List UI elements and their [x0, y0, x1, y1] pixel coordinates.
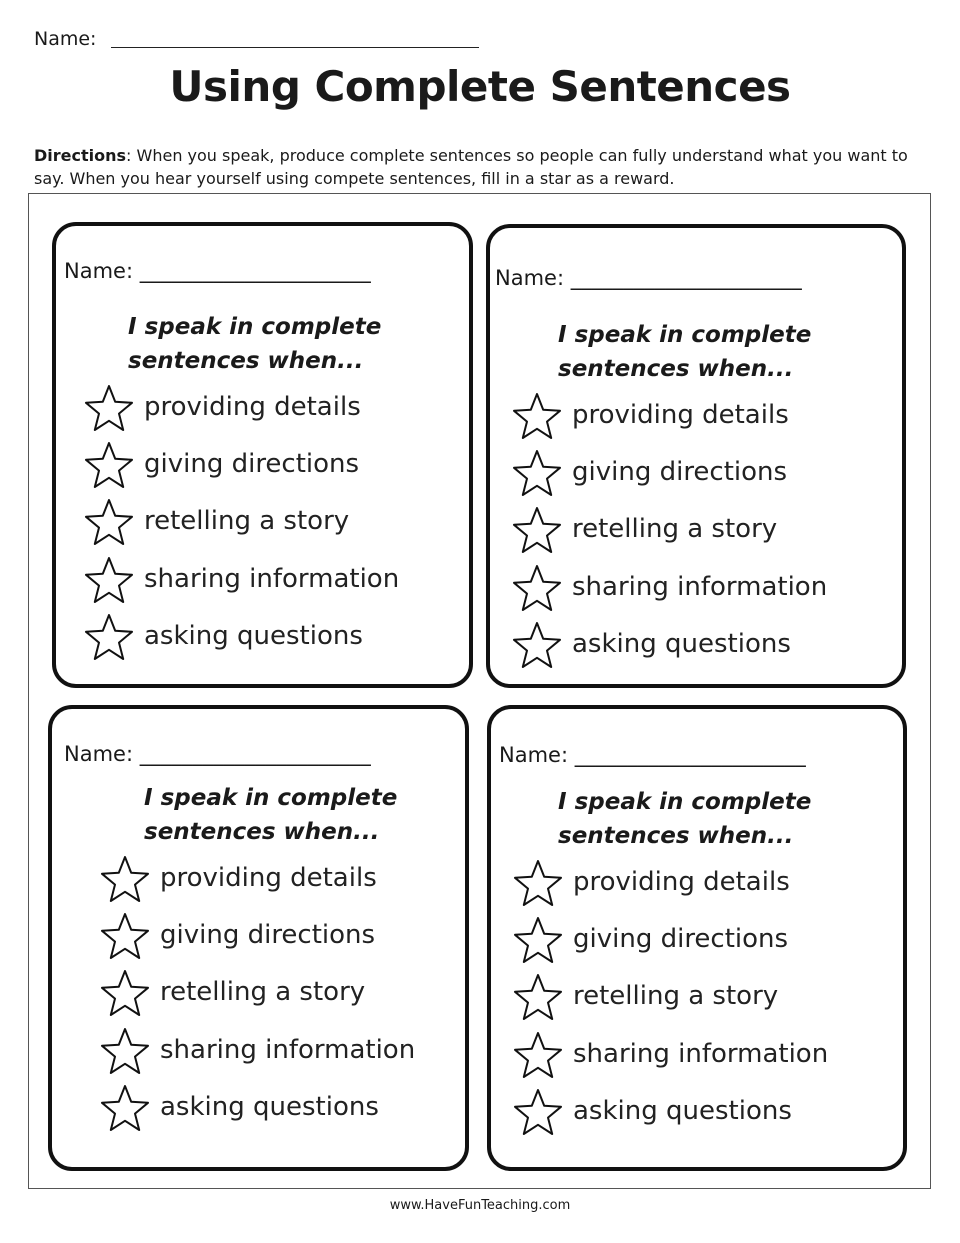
star-outline-icon[interactable] [100, 855, 150, 903]
card-heading [558, 785, 811, 853]
directions-label: Directions [34, 146, 127, 165]
list-item-label: giving directions [573, 924, 789, 954]
star-outline-icon[interactable] [84, 384, 134, 432]
list-item-label: sharing information [572, 572, 828, 602]
list-item-label: retelling a story [144, 506, 350, 536]
star-outline-icon[interactable] [512, 449, 562, 497]
list-item-label: retelling a story [160, 977, 366, 1007]
star-outline-icon[interactable] [84, 556, 134, 604]
list-item-label: sharing information [160, 1035, 416, 1065]
card-heading-line1: I speak in complete [144, 785, 398, 811]
directions [34, 144, 926, 190]
card-heading [558, 318, 811, 386]
top-name-line[interactable] [111, 47, 479, 48]
directions-text: : When you speak, produce complete sentences so people can fully understand what you want to say. When you hear yourself using compete sentences, fill in a star as a reward. [34, 146, 908, 188]
card-name-field[interactable]: Name: ______________________ [495, 266, 802, 290]
card-bottom-left [48, 705, 469, 1171]
card-name-field[interactable]: Name: ______________________ [64, 742, 371, 766]
card-heading-line1: I speak in complete [128, 314, 382, 340]
list-item-label: sharing information [144, 564, 400, 594]
card-name-field[interactable]: Name: ______________________ [64, 259, 371, 283]
star-outline-icon[interactable] [513, 916, 563, 964]
list-item-label: asking questions [160, 1092, 379, 1122]
footer-website: www.HaveFunTeaching.com [389, 1198, 571, 1213]
card-heading-line1: I speak in complete [558, 322, 812, 348]
list-item-label: asking questions [144, 621, 363, 651]
list-item-label: asking questions [573, 1096, 792, 1126]
card-top-right [486, 224, 906, 688]
star-outline-icon[interactable] [100, 969, 150, 1017]
star-outline-icon[interactable] [512, 392, 562, 440]
star-outline-icon[interactable] [513, 973, 563, 1021]
list-item-label: giving directions [160, 920, 376, 950]
star-outline-icon[interactable] [100, 1027, 150, 1075]
list-item-label: sharing information [573, 1039, 829, 1069]
card-heading-line2: sentences when... [558, 356, 794, 382]
star-outline-icon[interactable] [512, 564, 562, 612]
list-item-label: retelling a story [572, 514, 778, 544]
card-bottom-right [487, 705, 907, 1171]
star-outline-icon[interactable] [513, 859, 563, 907]
card-heading-line2: sentences when... [128, 348, 364, 374]
card-heading-line2: sentences when... [144, 819, 380, 845]
top-name-label: Name: [34, 28, 97, 50]
list-item-label: providing details [144, 392, 361, 422]
list-item-label: giving directions [144, 449, 360, 479]
star-outline-icon[interactable] [513, 1031, 563, 1079]
card-name-field[interactable]: Name: ______________________ [499, 743, 806, 767]
star-outline-icon[interactable] [100, 1084, 150, 1132]
list-item-label: providing details [160, 863, 377, 893]
list-item-label: asking questions [572, 629, 791, 659]
card-heading [144, 781, 397, 849]
star-outline-icon[interactable] [512, 621, 562, 669]
card-heading-line1: I speak in complete [558, 789, 812, 815]
list-item-label: providing details [573, 867, 790, 897]
star-outline-icon[interactable] [512, 506, 562, 554]
star-outline-icon[interactable] [100, 912, 150, 960]
list-item-label: providing details [572, 400, 789, 430]
list-item-label: giving directions [572, 457, 788, 487]
card-heading-line2: sentences when... [558, 823, 794, 849]
star-outline-icon[interactable] [513, 1088, 563, 1136]
card-top-left [52, 222, 473, 688]
card-heading [128, 310, 381, 378]
list-item-label: retelling a story [573, 981, 779, 1011]
star-outline-icon[interactable] [84, 498, 134, 546]
worksheet-title: Using Complete Sentences [169, 62, 791, 111]
star-outline-icon[interactable] [84, 441, 134, 489]
star-outline-icon[interactable] [84, 613, 134, 661]
